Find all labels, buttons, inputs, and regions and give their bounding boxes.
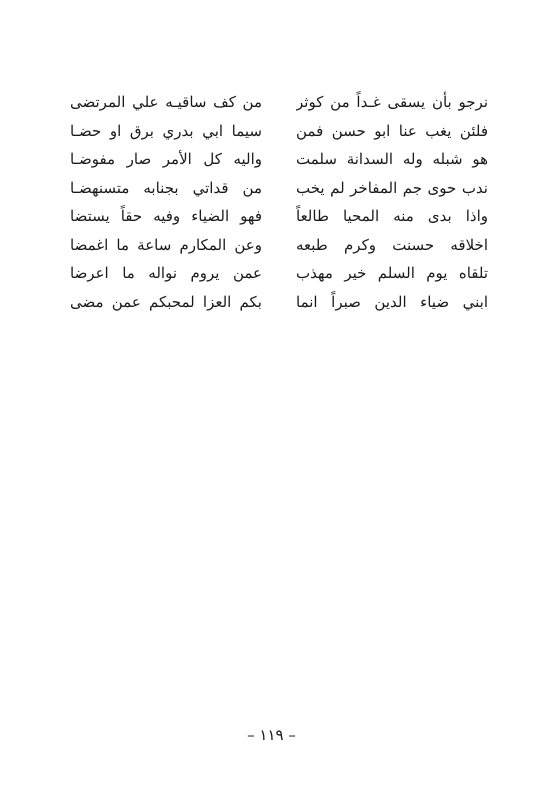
verse-first-hemistich: واذا بدى منه المحيا طالعاً xyxy=(296,207,488,225)
verse-second-hemistich: فهو الضياء وفيه حقاً يستضا xyxy=(70,207,262,225)
verse-first-hemistich: ابني ضياء الدين صبراً انما xyxy=(296,292,488,311)
verse-first-hemistich: فلئن يغب عنا ابو حسن فمن xyxy=(296,121,488,140)
verse-second-hemistich: واليه كل الأمر صار مفوضـا xyxy=(70,150,262,168)
verse-first-hemistich: ندب حوى جم المفاخر لم يخب xyxy=(296,178,488,197)
verse-second-hemistich: بكم العزا لمحبكم عمن مضى xyxy=(70,292,262,311)
verse-first-hemistich: اخلاقه حسنت وكرم طبعه xyxy=(296,235,488,254)
verse-second-hemistich: من قداتي بجنابه متسنهضـا xyxy=(70,178,262,197)
verse xyxy=(70,288,488,317)
verse xyxy=(70,117,488,146)
verse-first-hemistich: تلقاه يوم السلم خير مهذب xyxy=(296,264,488,282)
verse-first-hemistich: هو شبله وله السدانة سلمت xyxy=(296,150,488,168)
verse-second-hemistich: وعن المكارم ساعة ما اغمضا xyxy=(70,235,262,254)
verse xyxy=(70,202,488,231)
verse xyxy=(70,231,488,260)
page-number: – ١١٩ – xyxy=(247,726,296,744)
verse-second-hemistich: سيما ابي بدري برق او حضـا xyxy=(70,121,262,140)
verse-second-hemistich: عمن يروم نواله ما اعرضا xyxy=(70,264,262,282)
poem-body xyxy=(70,88,488,316)
verse xyxy=(70,88,488,117)
verse xyxy=(70,145,488,174)
verse xyxy=(70,259,488,288)
verse-first-hemistich: نرجو بأن يسقى غـداً من كوثر xyxy=(296,93,488,111)
verse xyxy=(70,174,488,203)
verse-second-hemistich: من كف ساقيـه علي المرتضى xyxy=(70,93,262,111)
